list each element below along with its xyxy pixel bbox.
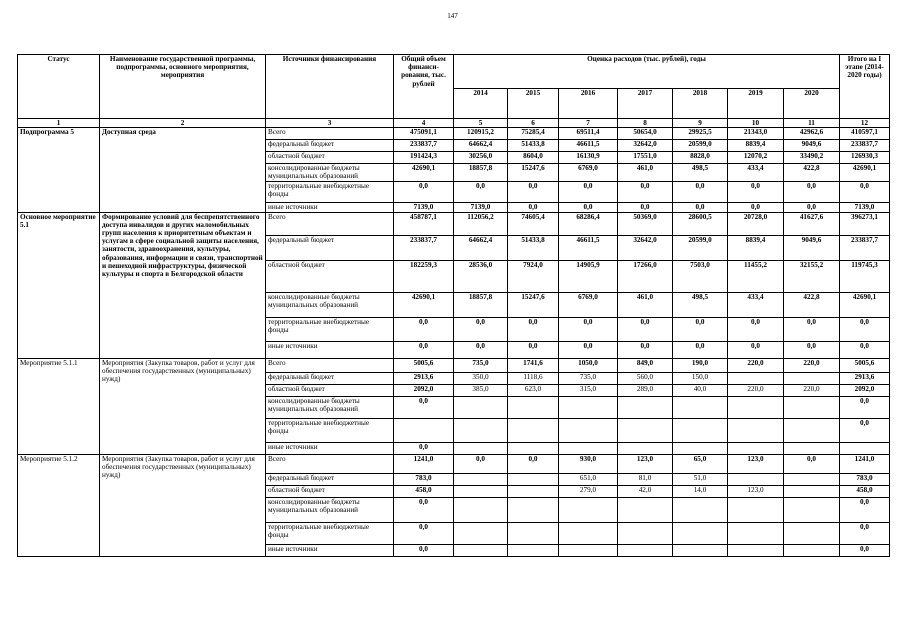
year-amount: 15247,6: [508, 164, 559, 181]
year-amount: [618, 396, 673, 418]
year-amount: 18857,8: [454, 292, 508, 317]
stage-total-amount: 119745,3: [840, 260, 890, 292]
year-amount: [784, 497, 840, 522]
total-amount: 0,0: [394, 181, 454, 202]
year-amount: [508, 544, 559, 556]
subprogram-5-name: Доступная среда: [100, 128, 266, 212]
year-amount: 651,0: [559, 473, 618, 485]
year-amount: 849,0: [618, 358, 673, 372]
year-amount: 16130,9: [559, 152, 618, 164]
total-amount: 0,0: [394, 522, 454, 544]
year-amount: 68286,4: [559, 212, 618, 235]
stage-total-amount: 458,0: [840, 485, 890, 497]
total-amount: 42690,1: [394, 164, 454, 181]
funding-source: Всего: [266, 454, 394, 473]
stage-total-amount: 5005,6: [840, 358, 890, 372]
header-name: Наименование государственной программы, подпрограммы, основного мероприятия, мероприятия: [100, 55, 266, 119]
year-amount: 30256,0: [454, 152, 508, 164]
stage-total-amount: 0,0: [840, 181, 890, 202]
total-amount: 475091,1: [394, 128, 454, 140]
year-amount: [673, 522, 728, 544]
year-amount: 498,5: [673, 292, 728, 317]
table-row: [18, 128, 890, 140]
year-amount: [728, 544, 784, 556]
year-amount: 69511,4: [559, 128, 618, 140]
year-amount: 350,0: [454, 372, 508, 384]
year-amount: [728, 497, 784, 522]
year-amount: 123,0: [728, 454, 784, 473]
year-amount: 74605,4: [508, 212, 559, 235]
year-amount: 433,4: [728, 292, 784, 317]
header-year: 2015: [508, 89, 559, 119]
funding-source: иные источники: [266, 202, 394, 212]
total-amount: 233837,7: [394, 140, 454, 152]
header-year: 2014: [454, 89, 508, 119]
year-amount: [784, 473, 840, 485]
stage-total-amount: 0,0: [840, 341, 890, 358]
year-amount: 0,0: [508, 454, 559, 473]
year-amount: 0,0: [673, 202, 728, 212]
year-amount: [728, 372, 784, 384]
year-amount: 0,0: [784, 181, 840, 202]
year-amount: 0,0: [559, 181, 618, 202]
year-amount: 65,0: [673, 454, 728, 473]
year-amount: 50369,0: [618, 212, 673, 235]
funding-source: федеральный бюджет: [266, 235, 394, 260]
year-amount: [454, 418, 508, 442]
year-amount: 51,0: [673, 473, 728, 485]
column-index: 12: [840, 119, 890, 128]
year-amount: 0,0: [454, 341, 508, 358]
total-amount: 1241,0: [394, 454, 454, 473]
year-amount: 51433,8: [508, 140, 559, 152]
year-amount: 28600,5: [673, 212, 728, 235]
year-amount: 0,0: [673, 317, 728, 341]
year-amount: 1741,6: [508, 358, 559, 372]
table-row: [18, 358, 890, 372]
year-amount: [454, 544, 508, 556]
year-amount: [784, 544, 840, 556]
stage-total-amount: 0,0: [840, 544, 890, 556]
year-amount: 64662,4: [454, 235, 508, 260]
year-amount: 20728,0: [728, 212, 784, 235]
year-amount: [559, 396, 618, 418]
year-amount: [559, 418, 618, 442]
column-index: 10: [728, 119, 784, 128]
funding-source: Всего: [266, 128, 394, 140]
stage-total-amount: 783,0: [840, 473, 890, 485]
total-amount: 7139,0: [394, 202, 454, 212]
stage-total-amount: 233837,7: [840, 140, 890, 152]
year-amount: 123,0: [618, 454, 673, 473]
stage-total-amount: 233837,7: [840, 235, 890, 260]
column-index: 1: [18, 119, 100, 128]
year-amount: 0,0: [559, 202, 618, 212]
header-year: 2020: [784, 89, 840, 119]
total-amount: 458787,1: [394, 212, 454, 235]
year-amount: 0,0: [728, 341, 784, 358]
total-amount: 2913,6: [394, 372, 454, 384]
year-amount: 15247,6: [508, 292, 559, 317]
activity-5-1-2-name: Мероприятия (Закупка товаров, работ и услуг для обеспечения государственных (муниципальных) нужд): [100, 454, 266, 556]
stage-total-amount: [840, 442, 890, 454]
funding-source: консолидированные бюджеты муниципальных образований: [266, 292, 394, 317]
year-amount: [559, 522, 618, 544]
funding-source: консолидированные бюджеты муниципальных образований: [266, 164, 394, 181]
activity-5-1-2-status: Мероприятие 5.1.2: [18, 454, 100, 556]
stage-total-amount: 2092,0: [840, 384, 890, 396]
year-amount: [508, 442, 559, 454]
year-amount: 0,0: [618, 181, 673, 202]
year-amount: 0,0: [559, 341, 618, 358]
header-estimate: Оценка расходов (тыс. рублей), годы: [454, 55, 840, 89]
year-amount: [784, 372, 840, 384]
page-number: 147: [447, 12, 458, 20]
year-amount: [454, 442, 508, 454]
year-amount: 0,0: [784, 202, 840, 212]
year-amount: 0,0: [784, 454, 840, 473]
column-index: 7: [559, 119, 618, 128]
year-amount: 220,0: [728, 358, 784, 372]
funding-source: территориальные внебюджетные фонды: [266, 522, 394, 544]
column-index-row: [18, 119, 890, 128]
year-amount: 461,0: [618, 164, 673, 181]
subprogram-5-status: Подпрограмма 5: [18, 128, 100, 212]
total-amount: 5005,6: [394, 358, 454, 372]
year-amount: [618, 418, 673, 442]
stage-total-amount: 0,0: [840, 418, 890, 442]
year-amount: 7924,0: [508, 260, 559, 292]
year-amount: 64662,4: [454, 140, 508, 152]
year-amount: 40,0: [673, 384, 728, 396]
year-amount: 9049,6: [784, 235, 840, 260]
year-amount: 0,0: [618, 317, 673, 341]
year-amount: [559, 497, 618, 522]
year-amount: [618, 497, 673, 522]
year-amount: 32155,2: [784, 260, 840, 292]
year-amount: 0,0: [673, 181, 728, 202]
total-amount: 182259,3: [394, 260, 454, 292]
main-activity-5-1-status: Основное мероприятие 5.1: [18, 212, 100, 358]
activity-5-1-1-name: Мероприятия (Закупка товаров, работ и услуг для обеспечения государственных (муниципальных) нужд): [100, 358, 266, 454]
year-amount: 32642,0: [618, 140, 673, 152]
year-amount: [728, 473, 784, 485]
year-amount: 315,0: [559, 384, 618, 396]
year-amount: 0,0: [508, 341, 559, 358]
year-amount: [454, 497, 508, 522]
year-amount: 75285,4: [508, 128, 559, 140]
year-amount: 81,0: [618, 473, 673, 485]
year-amount: 46611,5: [559, 140, 618, 152]
year-amount: 461,0: [618, 292, 673, 317]
year-amount: 50654,0: [618, 128, 673, 140]
table-body: [18, 128, 890, 556]
year-amount: 6769,0: [559, 292, 618, 317]
year-amount: 6769,0: [559, 164, 618, 181]
year-amount: [728, 418, 784, 442]
year-amount: 33490,2: [784, 152, 840, 164]
header-status: Статус: [18, 55, 100, 119]
total-amount: 0,0: [394, 317, 454, 341]
year-amount: [784, 522, 840, 544]
year-amount: [618, 442, 673, 454]
column-index: 2: [100, 119, 266, 128]
year-amount: 7503,0: [673, 260, 728, 292]
funding-source: федеральный бюджет: [266, 140, 394, 152]
header-year: 2016: [559, 89, 618, 119]
year-amount: 150,0: [673, 372, 728, 384]
year-amount: 21343,0: [728, 128, 784, 140]
stage-total-amount: 42690,1: [840, 164, 890, 181]
year-amount: [454, 473, 508, 485]
year-amount: 560,0: [618, 372, 673, 384]
funding-source: консолидированные бюджеты муниципальных образований: [266, 497, 394, 522]
year-amount: [728, 522, 784, 544]
year-amount: 14905,9: [559, 260, 618, 292]
year-amount: 51433,8: [508, 235, 559, 260]
year-amount: 41627,6: [784, 212, 840, 235]
stage-total-amount: 0,0: [840, 317, 890, 341]
year-amount: 123,0: [728, 485, 784, 497]
year-amount: 0,0: [673, 341, 728, 358]
column-index: 4: [394, 119, 454, 128]
year-amount: 0,0: [618, 341, 673, 358]
year-amount: 220,0: [784, 358, 840, 372]
stage-total-amount: 0,0: [840, 497, 890, 522]
year-amount: 0,0: [454, 181, 508, 202]
funding-source: областной бюджет: [266, 485, 394, 497]
year-amount: [784, 442, 840, 454]
stage-total-amount: 410597,1: [840, 128, 890, 140]
year-amount: [673, 442, 728, 454]
stage-total-amount: 0,0: [840, 396, 890, 418]
year-amount: 930,0: [559, 454, 618, 473]
year-amount: [508, 396, 559, 418]
total-amount: [394, 418, 454, 442]
total-amount: 458,0: [394, 485, 454, 497]
year-amount: 0,0: [784, 317, 840, 341]
year-amount: 14,0: [673, 485, 728, 497]
year-amount: [673, 396, 728, 418]
funding-source: областной бюджет: [266, 260, 394, 292]
year-amount: 0,0: [559, 317, 618, 341]
year-amount: 0,0: [508, 202, 559, 212]
year-amount: [618, 544, 673, 556]
year-amount: [673, 418, 728, 442]
year-amount: [559, 442, 618, 454]
total-amount: 0,0: [394, 396, 454, 418]
year-amount: 0,0: [454, 317, 508, 341]
stage-total-amount: 7139,0: [840, 202, 890, 212]
year-amount: 7139,0: [454, 202, 508, 212]
funding-source: федеральный бюджет: [266, 372, 394, 384]
year-amount: [784, 396, 840, 418]
year-amount: [508, 485, 559, 497]
year-amount: [454, 396, 508, 418]
year-amount: 0,0: [728, 202, 784, 212]
stage-total-amount: 396273,1: [840, 212, 890, 235]
year-amount: 8839,4: [728, 140, 784, 152]
year-amount: 9049,6: [784, 140, 840, 152]
year-amount: 422,8: [784, 164, 840, 181]
funding-source: областной бюджет: [266, 384, 394, 396]
funding-source: областной бюджет: [266, 152, 394, 164]
year-amount: [508, 522, 559, 544]
funding-source: федеральный бюджет: [266, 473, 394, 485]
year-amount: 8604,0: [508, 152, 559, 164]
year-amount: 8839,4: [728, 235, 784, 260]
stage-total-amount: 0,0: [840, 522, 890, 544]
total-amount: 0,0: [394, 497, 454, 522]
table-row: [18, 454, 890, 473]
year-amount: 0,0: [508, 181, 559, 202]
column-index: 11: [784, 119, 840, 128]
funding-source: иные источники: [266, 544, 394, 556]
year-amount: [728, 442, 784, 454]
year-amount: 1118,6: [508, 372, 559, 384]
year-amount: 29925,5: [673, 128, 728, 140]
year-amount: 0,0: [728, 317, 784, 341]
year-amount: [728, 396, 784, 418]
total-amount: 0,0: [394, 341, 454, 358]
table-row: [18, 212, 890, 235]
funding-source: Всего: [266, 358, 394, 372]
year-amount: 12070,2: [728, 152, 784, 164]
year-amount: 11455,2: [728, 260, 784, 292]
year-amount: [454, 485, 508, 497]
total-amount: 233837,7: [394, 235, 454, 260]
stage-total-amount: 1241,0: [840, 454, 890, 473]
year-amount: 17551,0: [618, 152, 673, 164]
column-index: 6: [508, 119, 559, 128]
funding-source: Всего: [266, 212, 394, 235]
year-amount: 112056,2: [454, 212, 508, 235]
header-sources: Источники финансирования: [266, 55, 394, 119]
total-amount: 783,0: [394, 473, 454, 485]
budget-table: [17, 54, 890, 557]
header-year: 2017: [618, 89, 673, 119]
year-amount: 0,0: [618, 202, 673, 212]
year-amount: [454, 522, 508, 544]
stage-total-amount: 126930,3: [840, 152, 890, 164]
header-total: Общий объем финанси-рования, тыс. рублей: [394, 55, 454, 119]
year-amount: 1050,0: [559, 358, 618, 372]
funding-source: иные источники: [266, 442, 394, 454]
table-header: [18, 55, 890, 128]
year-amount: [784, 418, 840, 442]
column-index: 3: [266, 119, 394, 128]
header-year: 2018: [673, 89, 728, 119]
main-activity-5-1-name: Формирование условий для беспрепятственного доступа инвалидов и других маломобильных групп населения к приоритетным объектам и услугам в сфере социальной защиты населения, занятости, здравоохранения, культуры, образования, информации и связи, транспортной и пешеходной инфраструктуры, физической культуры и спорта в Белгородской области: [100, 212, 266, 358]
year-amount: [508, 418, 559, 442]
year-amount: 279,0: [559, 485, 618, 497]
funding-source: территориальные внебюджетные фонды: [266, 317, 394, 341]
activity-5-1-1-status: Мероприятие 5.1.1: [18, 358, 100, 454]
year-amount: 735,0: [559, 372, 618, 384]
year-amount: [784, 485, 840, 497]
stage-total-amount: 2913,6: [840, 372, 890, 384]
header-year: 2019: [728, 89, 784, 119]
year-amount: 0,0: [508, 317, 559, 341]
year-amount: [559, 544, 618, 556]
year-amount: 0,0: [728, 181, 784, 202]
year-amount: 20599,0: [673, 235, 728, 260]
year-amount: 46611,5: [559, 235, 618, 260]
column-index: 5: [454, 119, 508, 128]
header-stage-total: Итого на I этапе (2014-2020 годы): [840, 55, 890, 119]
year-amount: 385,0: [454, 384, 508, 396]
year-amount: 0,0: [784, 341, 840, 358]
year-amount: 17266,0: [618, 260, 673, 292]
year-amount: 289,0: [618, 384, 673, 396]
year-amount: 8828,0: [673, 152, 728, 164]
total-amount: 0,0: [394, 544, 454, 556]
year-amount: 120915,2: [454, 128, 508, 140]
year-amount: 220,0: [784, 384, 840, 396]
funding-source: иные источники: [266, 341, 394, 358]
year-amount: 735,0: [454, 358, 508, 372]
year-amount: [673, 497, 728, 522]
funding-source: консолидированные бюджеты муниципальных образований: [266, 396, 394, 418]
year-amount: 20599,0: [673, 140, 728, 152]
year-amount: 498,5: [673, 164, 728, 181]
column-index: 8: [618, 119, 673, 128]
year-amount: 220,0: [728, 384, 784, 396]
year-amount: [673, 544, 728, 556]
year-amount: 42962,6: [784, 128, 840, 140]
column-index: 9: [673, 119, 728, 128]
year-amount: [508, 497, 559, 522]
year-amount: 0,0: [454, 454, 508, 473]
total-amount: 191424,3: [394, 152, 454, 164]
year-amount: 18857,8: [454, 164, 508, 181]
year-amount: 28536,0: [454, 260, 508, 292]
total-amount: 42690,1: [394, 292, 454, 317]
year-amount: 190,0: [673, 358, 728, 372]
stage-total-amount: 42690,1: [840, 292, 890, 317]
year-amount: 422,8: [784, 292, 840, 317]
year-amount: 42,0: [618, 485, 673, 497]
year-amount: 32642,0: [618, 235, 673, 260]
year-amount: 623,0: [508, 384, 559, 396]
year-amount: 433,4: [728, 164, 784, 181]
total-amount: 2092,0: [394, 384, 454, 396]
funding-source: территориальные внебюджетные фонды: [266, 418, 394, 442]
funding-source: территориальные внебюджетные фонды: [266, 181, 394, 202]
total-amount: 0,0: [394, 442, 454, 454]
year-amount: [618, 522, 673, 544]
year-amount: [508, 473, 559, 485]
